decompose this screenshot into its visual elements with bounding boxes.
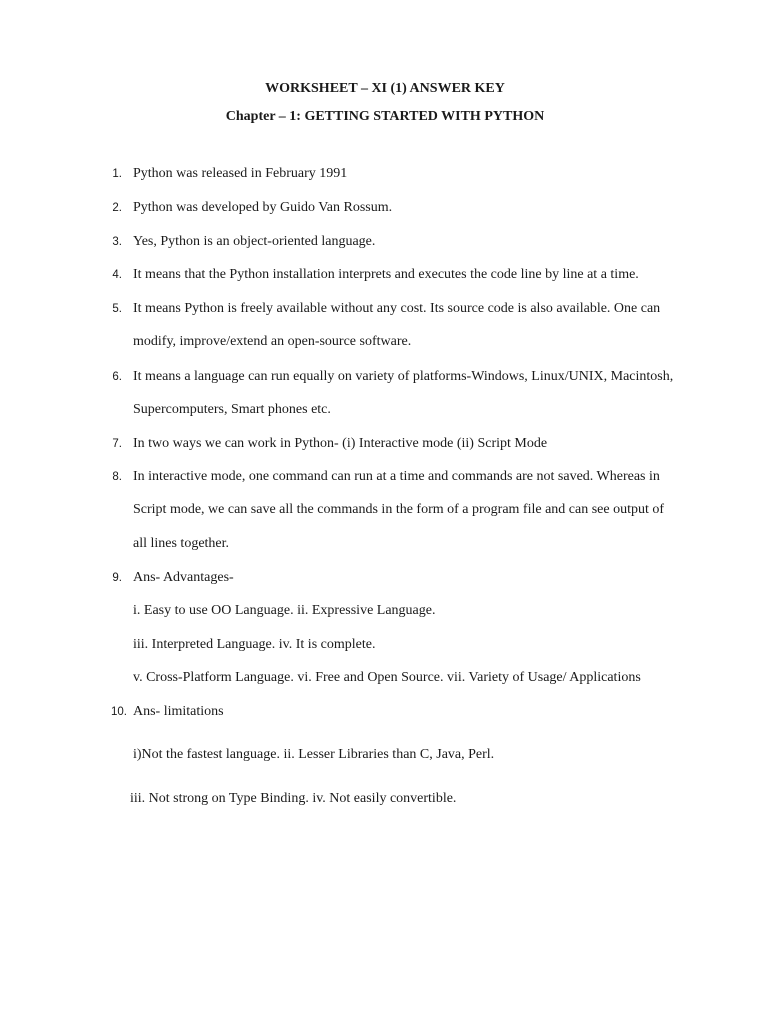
item-number: 1. — [112, 168, 122, 180]
item-text: i)Not the fastest language. ii. Lesser Libraries than C, Java, Perl. — [133, 747, 495, 762]
item-number: 9. — [112, 572, 122, 584]
item-number: 2. — [112, 202, 122, 214]
item-text: all lines together. — [133, 536, 230, 551]
item-number: 3. — [112, 236, 122, 248]
item-text: Python was developed by Guido Van Rossum. — [133, 200, 393, 215]
item-number: 6. — [112, 371, 122, 383]
item-text: Ans- limitations — [133, 704, 224, 719]
item-text: Supercomputers, Smart phones etc. — [133, 402, 331, 417]
item-number: 8. — [112, 471, 122, 483]
item-text: Script mode, we can save all the commands in the form of a program file and can see output of — [133, 502, 665, 517]
item-number: 10. — [111, 706, 127, 718]
item-text: i. Easy to use OO Language. ii. Expressive Language. — [133, 603, 436, 618]
item-text: Ans- Advantages- — [133, 570, 234, 585]
item-text: Yes, Python is an object-oriented language. — [133, 234, 376, 249]
item-text: iii. Interpreted Language. iv. It is complete. — [133, 637, 376, 652]
item-text: modify, improve/extend an open-source software. — [133, 334, 412, 349]
item-text: Python was released in February 1991 — [133, 166, 348, 181]
item-text: iii. Not strong on Type Binding. iv. Not easily convertible. — [130, 791, 457, 806]
item-text: In interactive mode, one command can run at a time and commands are not saved. Whereas in — [133, 469, 660, 484]
document-subtitle: Chapter – 1: GETTING STARTED WITH PYTHON — [225, 109, 545, 124]
item-number: 7. — [112, 438, 122, 450]
item-text: It means a language can run equally on variety of platforms-Windows, Linux/UNIX, Macintosh, — [133, 369, 674, 384]
item-text: It means that the Python installation interprets and executes the code line by line at a time. — [133, 267, 639, 282]
item-number: 4. — [112, 269, 122, 281]
item-text: v. Cross-Platform Language. vi. Free and Open Source. vii. Variety of Usage/ Applications — [133, 670, 641, 685]
item-text: It means Python is freely available without any cost. Its source code is also available. One can — [133, 301, 661, 316]
item-number: 5. — [112, 303, 122, 315]
document-title: WORKSHEET – XI (1) ANSWER KEY — [265, 81, 505, 96]
item-text: In two ways we can work in Python- (i) Interactive mode (ii) Script Mode — [133, 436, 548, 451]
